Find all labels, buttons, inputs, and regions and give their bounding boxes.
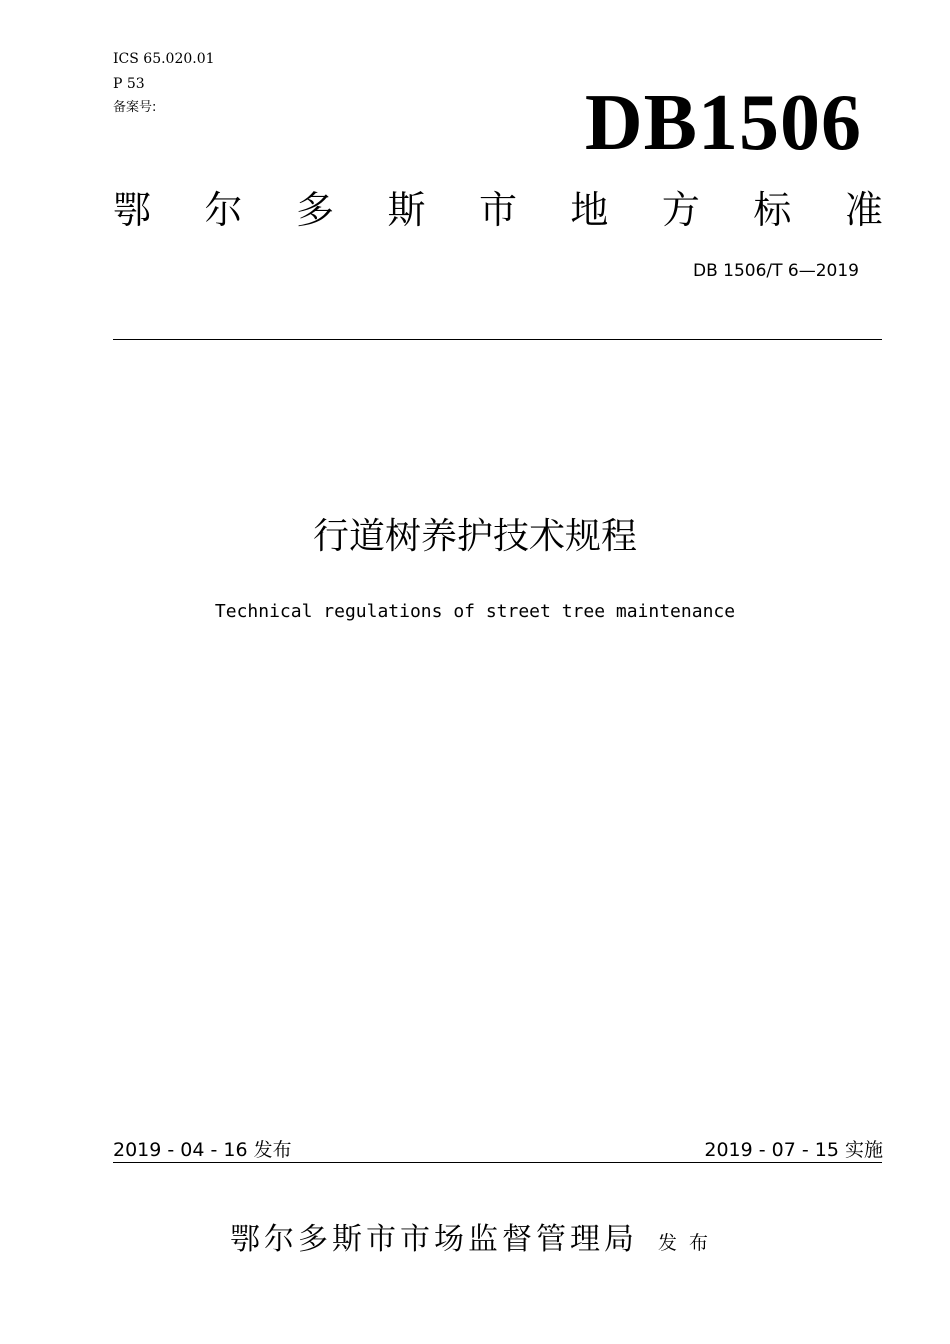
bottom-divider bbox=[113, 1162, 882, 1163]
standard-type-char: 市 bbox=[478, 188, 517, 232]
top-divider bbox=[113, 339, 882, 340]
standard-type-char: 方 bbox=[661, 188, 700, 232]
issued-label: 发布 bbox=[657, 1232, 720, 1254]
issuer-line bbox=[0, 1218, 950, 1266]
ics-code: ICS 65.020.01 bbox=[113, 51, 215, 67]
standard-type-heading bbox=[113, 186, 883, 234]
ccs-code: P 53 bbox=[113, 76, 145, 92]
filing-number-label: 备案号: bbox=[113, 100, 157, 115]
document-title-en: Technical regulations of street tree maintenance bbox=[214, 601, 736, 622]
standard-code-logo: DB1506 bbox=[584, 79, 862, 167]
implementation-date: 2019 - 07 - 15 实施 bbox=[704, 1139, 883, 1161]
standard-number: DB 1506/T 6—2019 bbox=[692, 261, 859, 281]
standard-type-char: 地 bbox=[570, 188, 609, 232]
document-title-cn: 行道树养护技术规程 bbox=[312, 516, 637, 557]
issuer-name: 鄂尔多斯市市场监督管理局 bbox=[229, 1222, 638, 1257]
issue-date: 2019 - 04 - 16 发布 bbox=[113, 1139, 292, 1161]
standard-type-char: 标 bbox=[753, 188, 792, 232]
standard-type-char: 多 bbox=[295, 188, 334, 232]
standard-type-char: 准 bbox=[844, 188, 883, 232]
standard-type-char: 鄂 bbox=[113, 188, 152, 232]
standard-type-char: 尔 bbox=[204, 188, 243, 232]
standard-type-char: 斯 bbox=[387, 188, 426, 232]
